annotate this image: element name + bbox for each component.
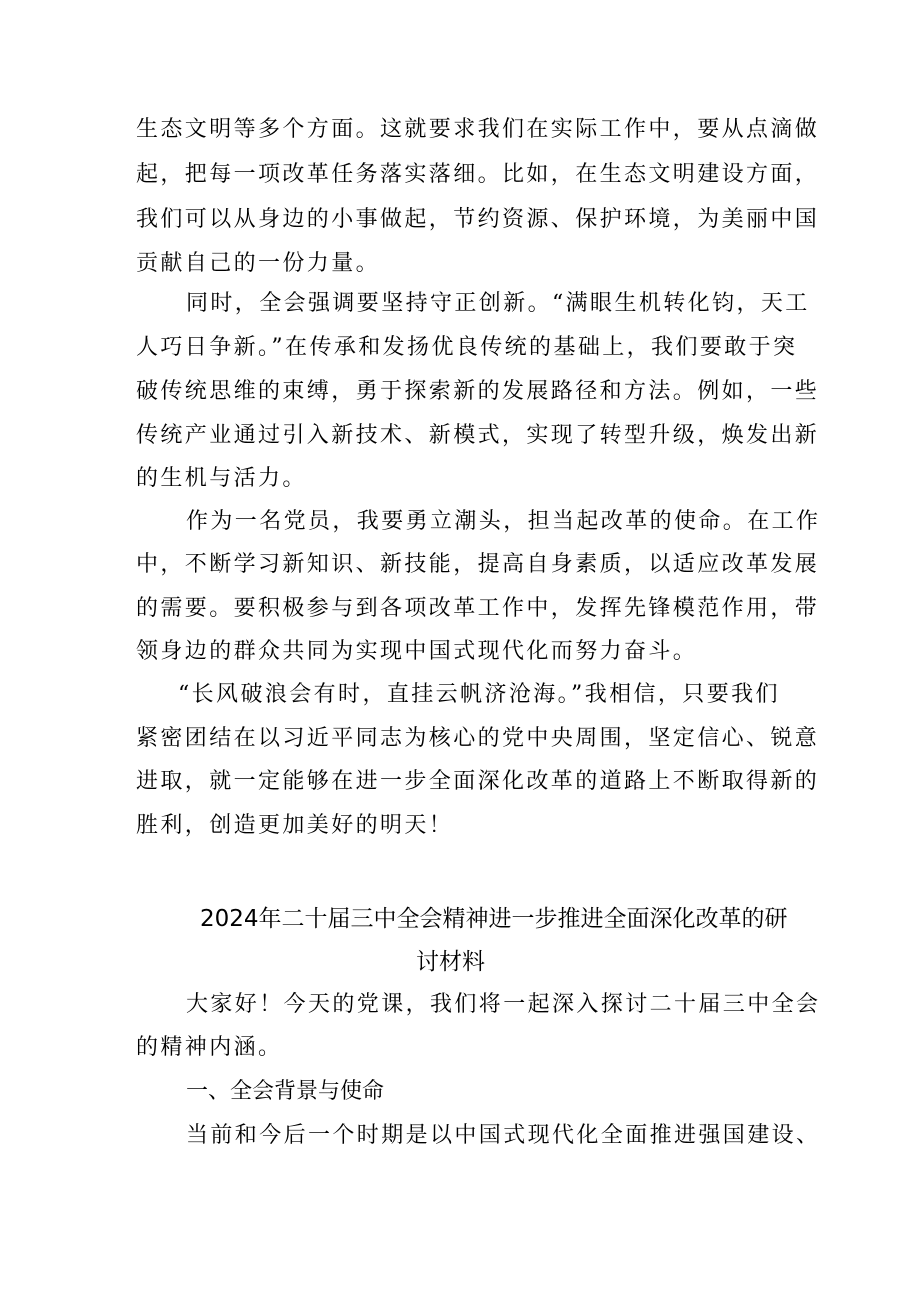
text-line: 同时，全会强调要坚持守正创新。“满眼生机转化钧，天工 xyxy=(186,291,810,316)
text-line: 胜利，创造更加美好的明天！ xyxy=(136,813,454,838)
text-line: 的生机与活力。 xyxy=(136,466,307,491)
text-line: “长风破浪会有时，直挂云帆济沧海。”我相信，只要我们 xyxy=(178,682,780,707)
text-line: 大家好！今天的党课，我们将一起深入探讨二十届三中全会 xyxy=(186,992,821,1017)
text-line: 我们可以从身边的小事做起，节约资源、保护环境，为美丽中国 xyxy=(136,207,820,232)
text-line: 生态文明等多个方面。这就要求我们在实际工作中，要从点滴做 xyxy=(136,117,820,142)
text-line: 传统产业通过引入新技术、新模式，实现了转型升级，焕发出新 xyxy=(136,423,820,448)
text-line: 紧密团结在以习近平同志为核心的党中央周围，坚定信心、锐意 xyxy=(136,726,820,751)
text-line: 贡献自己的一份力量。 xyxy=(136,251,381,276)
text-line: 人巧日争新。”在传承和发扬优良传统的基础上，我们要敢于突 xyxy=(136,335,798,360)
text-line: 作为一名党员，我要勇立潮头，担当起改革的使命。在工作 xyxy=(186,509,821,534)
title-line-1: 2024年二十届三中全会精神进一步推进全面深化改革的研 xyxy=(200,906,788,932)
text-line: 当前和今后一个时期是以中国式现代化全面推进强国建设、 xyxy=(186,1123,821,1148)
text-line: 中，不断学习新知识、新技能，提高自身素质，以适应改革发展 xyxy=(136,552,820,577)
text-line: 进取，就一定能够在进一步全面深化改革的道路上不断取得新的 xyxy=(136,769,820,794)
text-line: 起，把每一项改革任务落实落细。比如，在生态文明建设方面， xyxy=(136,162,820,187)
text-line: 的需要。要积极参与到各项改革工作中，发挥先锋模范作用，带 xyxy=(136,596,820,621)
title-line-2: 讨材料 xyxy=(416,949,485,975)
text-line: 破传统思维的束缚，勇于探索新的发展路径和方法。例如，一些 xyxy=(136,379,820,404)
text-line: 的精神内涵。 xyxy=(136,1035,283,1060)
text-line: 领身边的群众共同为实现中国式现代化而努力奋斗。 xyxy=(136,639,698,664)
section-heading: 一、全会背景与使命 xyxy=(186,1079,385,1104)
